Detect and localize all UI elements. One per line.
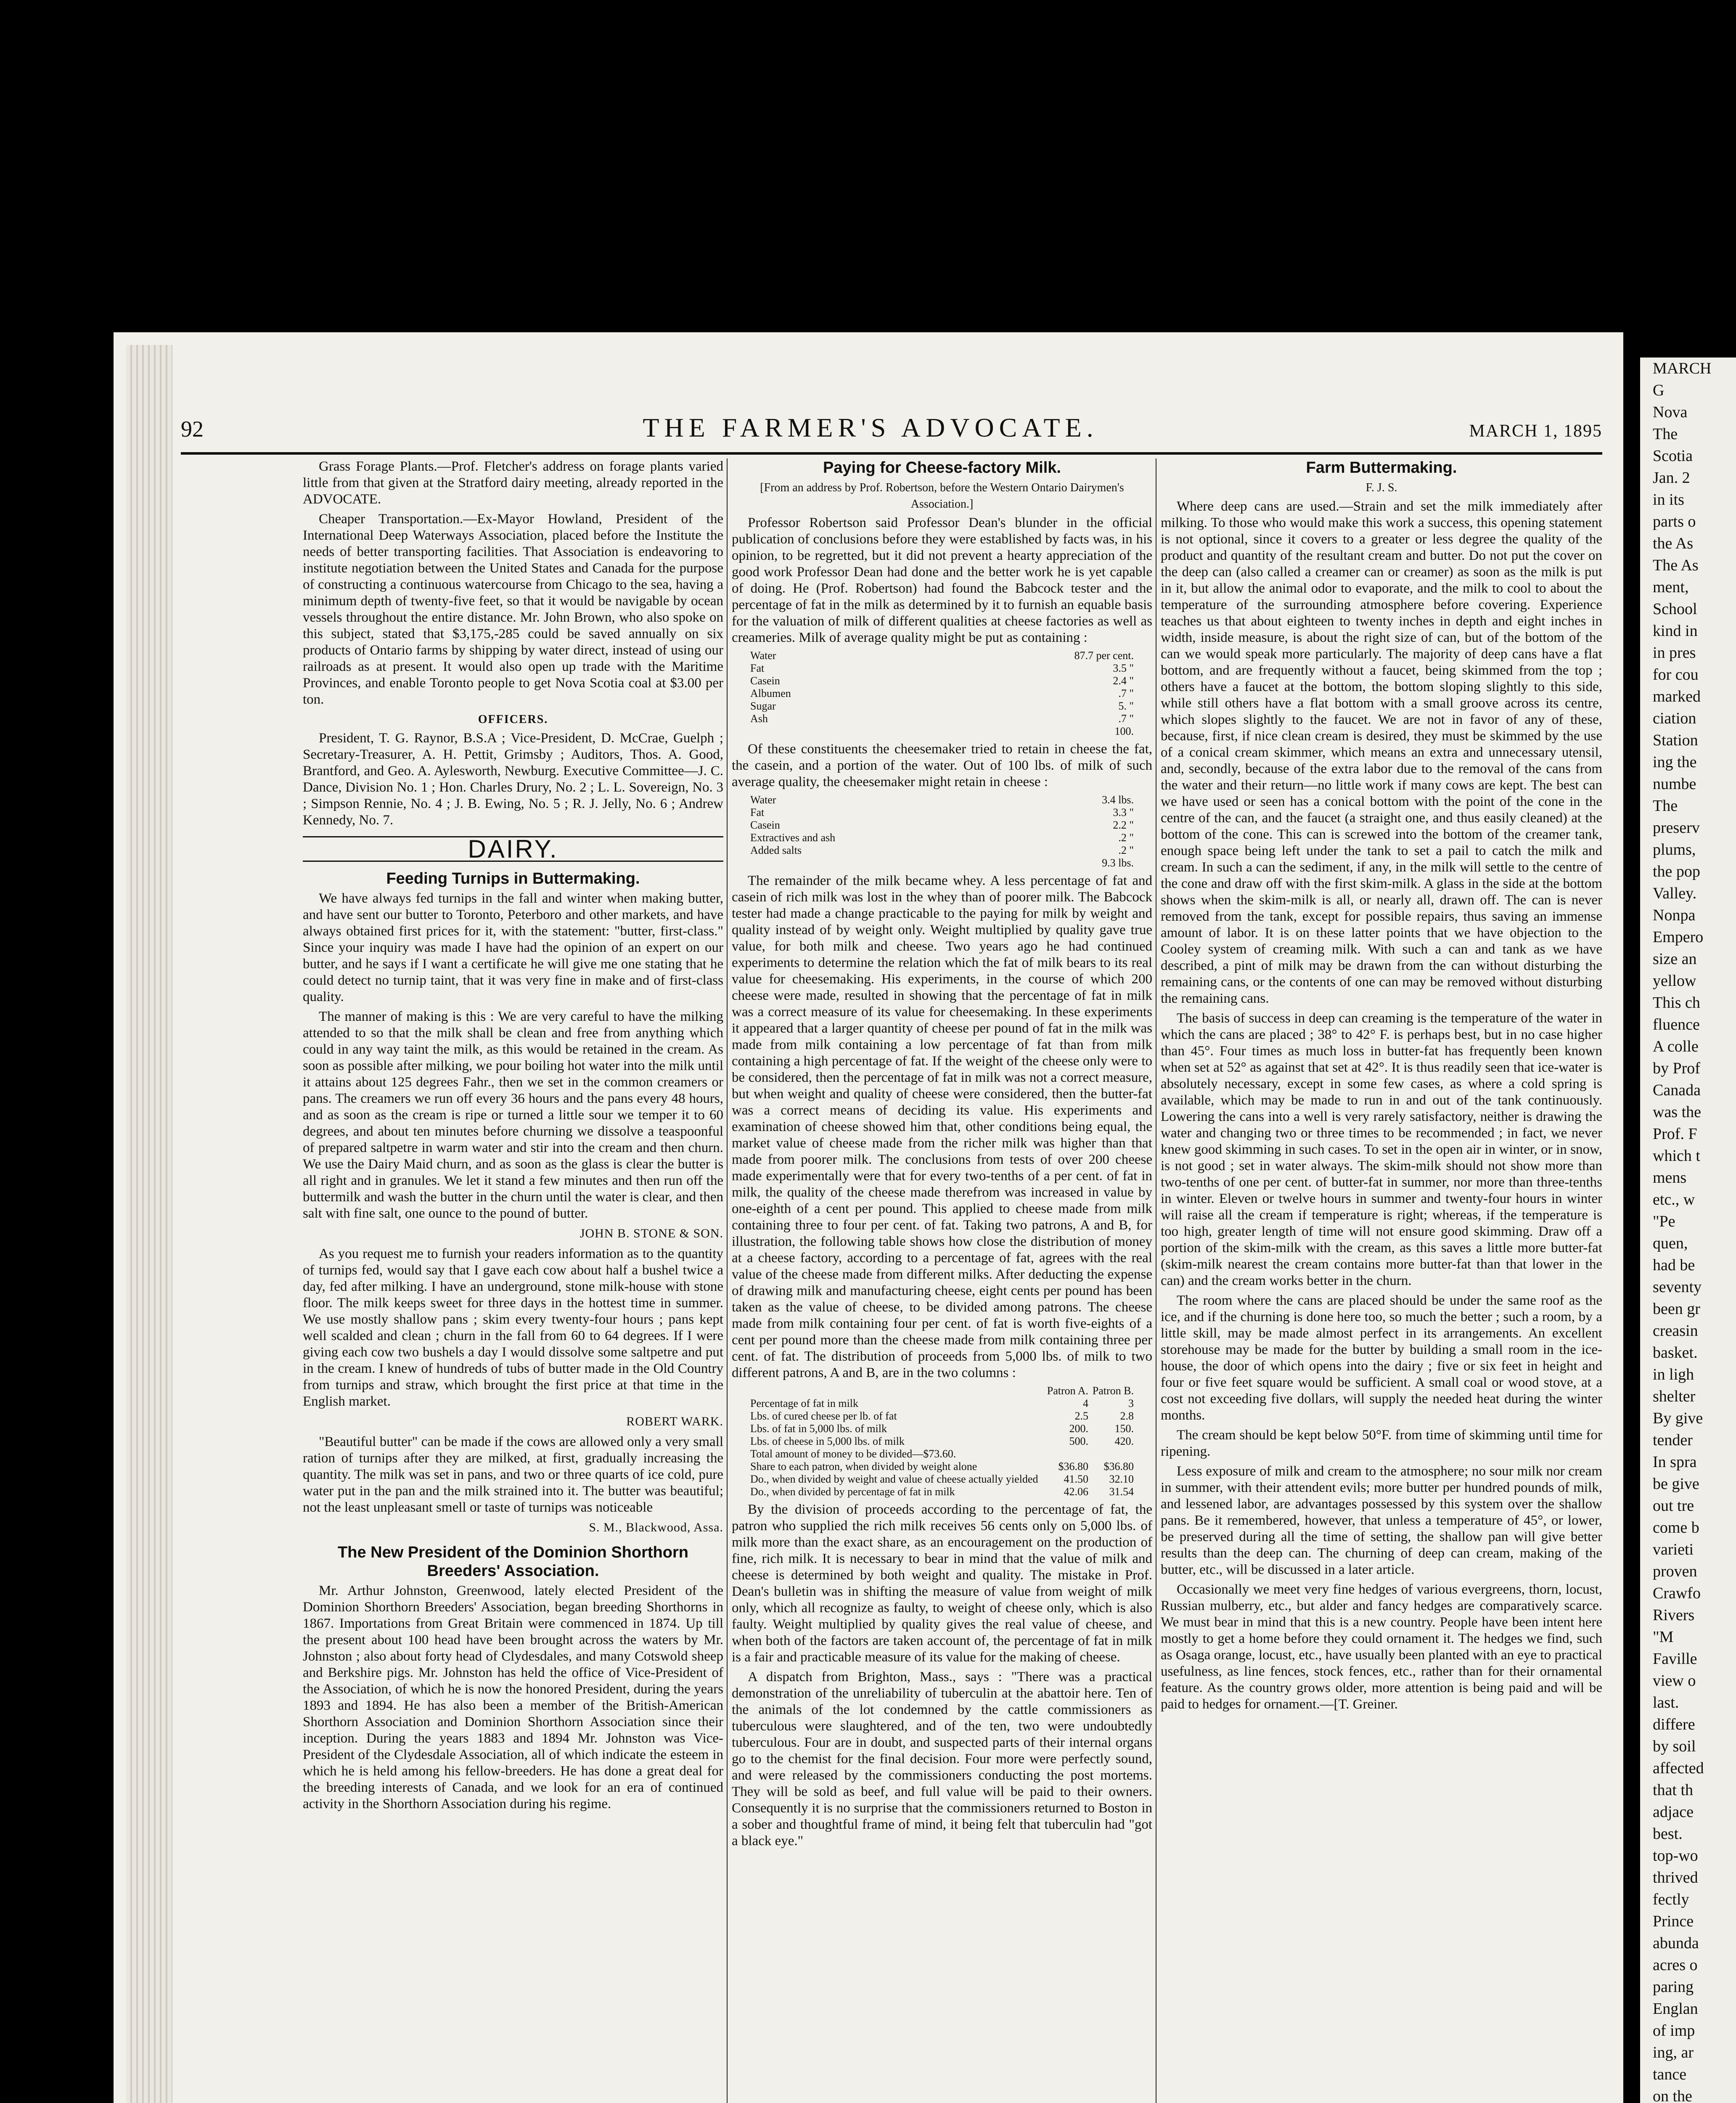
fragment-text: "M bbox=[1653, 1628, 1674, 1646]
table-cell: 2.5 bbox=[1074, 1410, 1088, 1422]
fragment-text: Jan. 2 bbox=[1653, 469, 1690, 487]
fragment-text: varieti bbox=[1653, 1541, 1694, 1558]
paragraph: The basis of success in deep can creaming is the temperature of the water in which the cans are placed ; 38° to 42° F. is perhaps best, but in no case higher than 45°. Four times as much loss in butter-fat has frequently been known when set at 52° as against that set at 42°. It is thus readily seen that ice-water is absolutely necessary, except in some few cases, as where a cold spring is available, which may be made to run in and out of the tank continuously. Lowering the cans into a well is very rarely satisfactory, neither is drawing the water and changing two or three times to be recommended ; in fact, we never knew good skimming in such cases. To set in the open air in winter, or in snow, is not good ; set in water always. The skim-milk should not show more than two-tenths of one per cent. of butter-fat in summer, nor more than three-tenths in winter. Eleven or twelve hours in summer and twenty-four hours in winter will raise all the cream if temperature is right; whereas, if the temperature is too high, greater length of time will not ensure good skimming. Draw off a portion of the skim-milk with the cream, as this saves a little more butter-fat (skim-milk nearest the cream contains more butter-fat than that lower in the can) and the cream works better in the churn. bbox=[1161, 1011, 1602, 1288]
fragment-text: tance bbox=[1653, 2066, 1687, 2083]
fragment-text: by soil bbox=[1653, 1737, 1696, 1755]
fragment-text: Nova bbox=[1653, 403, 1688, 421]
fragment-text: which t bbox=[1653, 1147, 1700, 1165]
table-cell: Do., when divided by weight and value of cheese actually yielded bbox=[750, 1473, 1038, 1485]
fragment-text: By give bbox=[1653, 1409, 1703, 1427]
fragment-text: Canada bbox=[1653, 1081, 1701, 1099]
paragraph: Less exposure of milk and cream to the atmosphere; no sour milk nor cream in summer, with their attendent evils; more butter per hundred pounds of milk, and lessened labor, are advantages possessed by this system over the shallow pans. Be it remembered, however, that unless a temperature of 45°, or lower, be preserved during all the time of setting, the shallow pan will give better results than the deep can. The churning of deep can cream, making of the butter, etc., will be discussed in a later article. bbox=[1161, 1464, 1602, 1577]
table-cell: 32.10 bbox=[1109, 1473, 1134, 1485]
fragment-text: "Pe bbox=[1653, 1213, 1675, 1230]
article-byline: F. J. S. bbox=[1366, 481, 1397, 494]
fragment-text: been gr bbox=[1653, 1300, 1700, 1318]
fragment-text: Faville bbox=[1653, 1650, 1697, 1668]
fragment-text: The As bbox=[1653, 556, 1699, 574]
table-cell bbox=[1045, 1448, 1090, 1460]
fragment-text: shelter bbox=[1653, 1388, 1696, 1405]
fragment-text: Prof. F bbox=[1653, 1125, 1697, 1143]
table-header: Patron B. bbox=[1092, 1385, 1134, 1397]
article-title-turnips: Feeding Turnips in Buttermaking. bbox=[386, 870, 640, 887]
paragraph: The remainder of the milk became whey. A less percentage of fat and casein of rich milk was lost in the whey than of poorer milk. The Babcock tester had made a change practicable to the paying for milk by weight and quality instead of by weight only. Weight multiplied by quality gave true value, for both milk and cheese. Two years ago he had continued experiments to determine the relation which the fat of milk bears to its real value for cheesemaking. His experiments, in the course of which 200 cheese were made, resulted in showing that the percentage of fat in milk was a correct measure of its value for cheesemaking. In these experiments it appeared that a larger quantity of cheese per pound of fat in the milk was made from milk containing a low percentage of fat than from milk containing a high percentage of fat. If the weight of the cheese only were to be considered, then the percentage of fat in milk was not a correct measure, but when weight and quality of cheese were considered, then the butter-fat was a correct means of deciding its value. His experiments and examination of cheese showed him that, other conditions being equal, the market value of cheese made from the richer milk was higher than that made from poorer milk. The conclusions from tests of over 200 cheese made experimentally were that for every two-tenths of a per cent. of fat in milk, the quality of the cheese made therefrom was increased in value by one-eighth of a cent per pound. This applied to cheese made from milk containing three to four per cent. of fat. Taking two patrons, A and B, for illustration, the following table shows how close the distribution of money at a cheese factory, according to a percentage of fat, agrees with the real value of the cheese made from different milks. After deducting the expense of drawing milk and manufacturing cheese, eight cents per pound has been taken as the value of cheese, to be divided among patrons. The cheese made from milk containing four per cent. of fat is worth five-eights of a cent per pound more than the cheese made from milk containing three per cent. of fat. The distribution of proceeds from 5,000 lbs. of milk to two different patrons, A and B, are in the two columns : bbox=[732, 873, 1152, 1380]
table-cell: Share to each patron, when divided by weight alone bbox=[750, 1460, 977, 1473]
paragraph: Where deep cans are used.—Strain and set the milk immediately after milking. To those who would make this work a success, this opening statement is not optional, since it covers to a greater or less degree the quality of the product and quantity of the resultant cream and butter. Do not put the cover on the deep can (also called a creamer can or creamer) as soon as the milk is put in it, but allow the animal odor to evaporate, and the milk to cool to about the temperature of the surrounding atmosphere before covering. Experience teaches us that about eighteen to twenty inches in depth and eight inches in width, inside measure, is about the right size of can, but of the bottom of the can we would speak more particularly. The majority of deep cans have a flat bottom, and are frequently without a faucet, being skimmed from the top ; others have a faucet at the bottom, the bottom sloping slightly to this side, while still others have a flat bottom with a small groove across its centre, which slopes slightly to the faucet. We are not in favor of any of these, because, first, if nice clean cream is desired, they must be skimmed by the use of a conical cream skimmer, which means an extra and unnecessary utensil, and, secondly, because of the extra labor due to the removal of the cans from the water and their return—no little work if many cows are kept. The best can we have used or seen has a conical bottom with the point of the cone in the centre of the can, and the faucet (a straight one, and thus easily cleaned) at the bottom of the cone. This can is screwed into the bottom of the creamer tank, enough space being left under the tank to set a pail to catch the milk and cream. In such a can the sediment, if any, in the milk will settle to the centre of the cone and draw off with the first skim-milk. A glass in the side at the bottom shows when the skim-milk is all, or nearly all, drawn off. The can is never removed from the tank, except for possible repairs, thus saving an immense amount of labor. It is on these latter points that we have objection to the Cooley system of creaming milk. With such a can and tank as we have described, a pint of milk may be drawn from the can without disturbing the remaining cans, or the contents of one can may be removed without disturbing the remaining cans. bbox=[1161, 499, 1602, 1006]
fragment-text: differe bbox=[1653, 1716, 1695, 1733]
fragment-text: basket. bbox=[1653, 1344, 1698, 1361]
table-row bbox=[749, 819, 1135, 832]
table-row bbox=[749, 712, 1135, 725]
table-cell: Fat bbox=[750, 662, 765, 674]
table-row bbox=[749, 1397, 1135, 1410]
table-cell: Casein bbox=[750, 675, 780, 687]
table-cell: 2.8 bbox=[1120, 1410, 1134, 1422]
table-cell: 3 bbox=[1128, 1397, 1134, 1409]
table-cell: Albumen bbox=[750, 687, 791, 699]
fragment-text: abunda bbox=[1653, 1934, 1699, 1952]
table-row bbox=[749, 687, 1135, 700]
fragment-text: kind in bbox=[1653, 622, 1698, 640]
paragraph: The manner of making is this : We are very careful to have the milking attended to so that the milk shall be clean and free from anything which could in any way taint the milk, as this would be retained in the cream. As soon as possible after milking, we pour boiling hot water into the milk until it attains about 125 degrees Fahr., then we set in the common creamers or pans. The creamers we run off every 36 hours and the pans every 48 hours, and as soon as the cream is ripe or turned a little sour we temper it to 60 degrees, and about ten minutes before churning we dissolve a teaspoonful of prepared saltpetre in warm water and stir into the cream and then churn. We use the Dairy Maid churn, and as soon as the glass is clear the butter is all right and in granules. We let it stand a few minutes and then run off the buttermilk and wash the butter in the churn until the water is clear, and then salt with fine salt, one ounce to the pound of butter. bbox=[303, 1009, 723, 1221]
table-header: Patron A. bbox=[1047, 1385, 1088, 1397]
fragment-text: mens bbox=[1653, 1169, 1687, 1187]
table-row bbox=[749, 1410, 1135, 1422]
table-cell: 41.50 bbox=[1064, 1473, 1088, 1485]
fragment-text: tender bbox=[1653, 1431, 1693, 1449]
fragment-text: best. bbox=[1653, 1825, 1683, 1843]
signature: ROBERT WARK. bbox=[626, 1414, 723, 1428]
fragment-text: Prince bbox=[1653, 1912, 1694, 1930]
table-cell: Sugar bbox=[750, 700, 776, 712]
paragraph: By the division of proceeds according to the percentage of fat, the patron who supplied the rich milk receives 56 cents only on 5,000 lbs. of milk more than the exact share, as an encouragement on the production of fine, rich milk. It is necessary to bear in mind that the value of milk and cheese is determined by both weight and quality. The mistake in Prof. Dean's bulletin was in shifting the measure of value from weight of milk only, which all recognize as faulty, to weight of cheese only, which is also faulty. Weight multiplied by quality gives the real value of cheese, and when both of the factors are taken account of, the percentage of fat in milk is a fair and practicable measure of its value for the making of cheese. bbox=[732, 1502, 1152, 1665]
table-row bbox=[749, 857, 1135, 869]
table-cell: 500. bbox=[1069, 1435, 1088, 1447]
article-title-buttermaking: Farm Buttermaking. bbox=[1306, 459, 1457, 477]
table-row bbox=[749, 794, 1135, 806]
fragment-text: out tre bbox=[1653, 1497, 1694, 1515]
adjacent-page-fragment bbox=[1640, 358, 1736, 2103]
table-row bbox=[749, 832, 1135, 844]
fragment-text: preserv bbox=[1653, 819, 1700, 837]
table-row bbox=[749, 844, 1135, 857]
table-cell: Ash bbox=[750, 712, 768, 725]
fragment-text: be give bbox=[1653, 1475, 1699, 1493]
fragment-text: adjace bbox=[1653, 1803, 1694, 1821]
table-cell: 4 bbox=[1082, 1397, 1088, 1409]
fragment-text: of imp bbox=[1653, 2022, 1695, 2039]
table-cell: Percentage of fat in milk bbox=[750, 1397, 859, 1409]
fragment-text: affected bbox=[1653, 1759, 1704, 1777]
fragment-text: parts o bbox=[1653, 513, 1696, 530]
table-cell: .2 " bbox=[1118, 832, 1134, 844]
article-source: [From an address by Prof. Robertson, before the Western Ontario Dairymen's Association.] bbox=[760, 481, 1124, 511]
table-cell: Casein bbox=[750, 819, 780, 831]
table-header bbox=[749, 1385, 1045, 1397]
table-cell: 87.7 per cent. bbox=[1074, 649, 1134, 662]
table-cell: .2 " bbox=[1118, 844, 1134, 856]
table-cell bbox=[749, 725, 908, 738]
bound-page-edges bbox=[126, 345, 172, 2103]
table-cell: Lbs. of fat in 5,000 lbs. of milk bbox=[750, 1422, 887, 1435]
table-row bbox=[749, 806, 1135, 819]
table-cell: Added salts bbox=[750, 844, 802, 856]
table-cell: $36.80 bbox=[1058, 1460, 1088, 1473]
paragraph: Occasionally we meet very fine hedges of various evergreens, thorn, locust, Russian mulberry, etc., but alder and fancy hedges are comparatively scarce. We must bear in mind that this is a new country. People have been intent here mostly to get a home before they could ornament it. The hedges we find, such as Osaga orange, locust, etc., have usually been planted with an eye to practical usefulness, as line fences, stock fences, etc., rather than for their ornamental feature. As the country grows older, more attention is being paid and will be paid to hedges for ornament.—[T. Greiner. bbox=[1161, 1582, 1602, 1712]
column-middle bbox=[732, 458, 1152, 2103]
table-cell: Water bbox=[750, 649, 776, 662]
paragraph: The room where the cans are placed should be under the same roof as the ice, and if the churning is done here too, so much the better ; such a room, by a little skill, may be made almost perfect in its arrangements. An excellent storehouse may be made for the butter by building a small room in the ice-house, the door of which opens into the dairy ; five or six feet in height and four or five feet square would be sufficient. A small coal or wood stove, at a cost not exceeding five dollars, will supply the needed heat during the winter months. bbox=[1161, 1293, 1602, 1423]
fragment-text: fluence bbox=[1653, 1016, 1700, 1033]
fragment-text: Valley. bbox=[1653, 885, 1697, 902]
section-heading-dairy: DAIRY. bbox=[303, 836, 723, 862]
fragment-text: come b bbox=[1653, 1519, 1699, 1536]
fragment-text: top-wo bbox=[1653, 1847, 1698, 1865]
fragment-text: last. bbox=[1653, 1694, 1679, 1711]
fragment-text: view o bbox=[1653, 1672, 1696, 1690]
column-right bbox=[1161, 458, 1602, 2103]
fragment-text: yellow bbox=[1653, 972, 1696, 990]
fragment-text: In spra bbox=[1653, 1453, 1697, 1471]
table-row bbox=[749, 725, 1135, 738]
fragment-text: A colle bbox=[1653, 1038, 1699, 1055]
fragment-text: proven bbox=[1653, 1563, 1697, 1580]
fragment-text: Crawfo bbox=[1653, 1584, 1701, 1602]
table-row bbox=[749, 1448, 1135, 1460]
masthead-title: THE FARMER'S ADVOCATE. bbox=[643, 413, 1098, 442]
fragment-text: The bbox=[1653, 425, 1678, 443]
fragment-text: G bbox=[1653, 381, 1665, 399]
table-cell: 42.06 bbox=[1064, 1486, 1088, 1498]
fragment-text: the As bbox=[1653, 535, 1694, 552]
table-cell bbox=[749, 857, 1025, 869]
fragment-text: marked bbox=[1653, 688, 1701, 705]
table-row bbox=[749, 675, 1135, 687]
table-row bbox=[749, 1435, 1135, 1448]
fragment-text: ing the bbox=[1653, 753, 1697, 771]
fragment-text: had be bbox=[1653, 1256, 1695, 1274]
fragment-text: Station bbox=[1653, 731, 1698, 749]
table-cell: 200. bbox=[1069, 1422, 1088, 1435]
table-cell: Water bbox=[750, 794, 776, 806]
table-row bbox=[749, 700, 1135, 712]
fragment-text: was the bbox=[1653, 1103, 1702, 1121]
paragraph-transportation: Cheaper Transportation.—Ex-Mayor Howland, President of the International Deep Waterways Association, placed before the Institute the needs of better transporting facilities. That Association is endeavoring to institute negotiation between the United States and Canada for the purpose of constructing a continuous watercourse from Chicago to the sea, having a minimum depth of twenty-five feet, so that it would be navigable by ocean vessels throughout the entire distance. Mr. John Brown, who also spoke on this subject, stated that $3,175,-285 could be saved annually on six products of Ontario farms by shipping by water direct, instead of using our railroads as at present. It would also open up trade with the Maritime Provinces, and enable Toronto people to get Nova Scotia coal at $3.00 per ton. bbox=[303, 511, 723, 707]
paragraph-grass-forage: Grass Forage Plants.—Prof. Fletcher's address on forage plants varied little from that given at the Stratford dairy meeting, already reported in the ADVOCATE. bbox=[303, 459, 723, 507]
fragment-text: ing, ar bbox=[1653, 2044, 1694, 2061]
paragraph: As you request me to furnish your readers information as to the quantity of turnips fed, would say that I gave each cow about half a bushel twice a day, fed after milking. I have an underground, stone milk-house with stone floor. The milk keeps sweet for three days in the hottest time in summer. We use mostly shallow pans ; skim every twenty-four hours ; pans kept well scalded and clean ; churn in the fall from 60 to 64 degrees. If I were giving each cow two bushels a day I would dissolve some saltpetre and put in the cream. I knew of hundreds of tubs of butter made in the Old Country from turnips and straw, which brought the first price at that time in the English market. bbox=[303, 1246, 723, 1409]
article-title-shorthorn: The New President of the Dominion Shorthorn Breeders' Association. bbox=[338, 1544, 688, 1580]
fragment-text: seventy bbox=[1653, 1278, 1702, 1296]
column-divider bbox=[727, 458, 728, 2103]
fragment-text: size an bbox=[1653, 950, 1697, 968]
fragment-text: Empero bbox=[1653, 928, 1704, 946]
fragment-text: Nonpa bbox=[1653, 906, 1696, 924]
table-cell bbox=[1090, 1448, 1135, 1460]
officers-list: President, T. G. Raynor, B.S.A ; Vice-President, D. McCrae, Guelph ; Secretary-Treasurer, A. H. Pettit, Grimsby ; Auditors, Thos. A. Good, Brantford, and Geo. A. Aylesworth, Newburg. Executive Committee—J. C. Dance, Division No. 1 ; Hon. Charles Drury, No. 2 ; L. L. Sovereign, No. 3 ; Simpson Rennie, No. 4 ; J. B. Ewing, No. 5 ; R. J. Jelly, No. 6 ; Andrew Kennedy, No. 7. bbox=[303, 731, 723, 828]
fragment-text: in its bbox=[1653, 491, 1684, 509]
paragraph: Professor Robertson said Professor Dean's blunder in the official publication of conclusions before they were established by facts was, in his opinion, to be regretted, but it did not prevent a hearty appreciation of the good work Professor Dean had done and the better work he is yet capable of doing. He (Prof. Robertson) had found the Babcock tester and the percentage of fat in the milk as determined by it to furnish an equable basis for the valuation of milk of different qualities at cheese factories as well as creameries. Milk of average quality might be put as containing : bbox=[732, 515, 1152, 645]
table-cell: 2.2 " bbox=[1113, 819, 1134, 831]
table-cell: 5. " bbox=[1118, 700, 1134, 712]
table-cell: Lbs. of cheese in 5,000 lbs. of milk bbox=[750, 1435, 905, 1447]
table-row bbox=[749, 1486, 1135, 1498]
table-cell: 420. bbox=[1114, 1435, 1134, 1447]
fragment-text: This ch bbox=[1653, 994, 1700, 1012]
table-cell: 2.4 " bbox=[1113, 675, 1134, 687]
fragment-text: that th bbox=[1653, 1781, 1694, 1799]
page-number: 92 bbox=[181, 416, 204, 442]
paragraph: We have always fed turnips in the fall and winter when making butter, and have sent our butter to Toronto, Peterboro and other markets, and have always obtained first prices for it, with the statement: "butter, first-class." Since your inquiry was made I have had the opinion of an expert on our butter, and he says if I want a certificate he will give me one stating that he could detect no turnip taint, that it was very fine in make and of first-class quality. bbox=[303, 891, 723, 1004]
paragraph: Mr. Arthur Johnston, Greenwood, lately elected President of the Dominion Shorthorn Breeders' Association, began breeding Shorthorns in 1867. Importations from Great Britain were commenced in 1874. Up till the present about 100 head have been brought across the waters by Mr. Johnston ; also about forty head of Clydesdales, and many Cotswold sheep and Berkshire pigs. Mr. Johnston has held the office of Vice-President of the Association, of which he is now the honored President, during the years 1893 and 1894. He has also been a member of the British-American Shorthorn Association and Dominion Shorthorn Association since their inception. During the years 1883 and 1894 Mr. Johnston was Vice-President of the Clydesdale Association, all of which indicate the esteem in which he is held among his fellow-breeders. He has done a great deal for the breeding interests of Canada, and we look for an era of continued activity in the Shorthorn Association during his regime. bbox=[303, 1583, 723, 1812]
table-cell: 3.4 lbs. bbox=[1102, 794, 1134, 806]
table-row bbox=[749, 662, 1135, 675]
fragment-text: Rivers bbox=[1653, 1606, 1695, 1624]
table-row bbox=[749, 1422, 1135, 1435]
fragment-text: for cou bbox=[1653, 666, 1699, 683]
fragment-text: acres o bbox=[1653, 1956, 1698, 1974]
milk-composition-table bbox=[749, 649, 1135, 738]
fragment-text: ment, bbox=[1653, 578, 1689, 596]
fragment-text: thrived bbox=[1653, 1869, 1698, 1886]
fragment-text: plums, bbox=[1653, 841, 1696, 858]
fragment-text: paring bbox=[1653, 1978, 1694, 1996]
paragraph: The cream should be kept below 50°F. from time of skimming until time for ripening. bbox=[1161, 1428, 1602, 1459]
column-left bbox=[303, 458, 723, 2103]
table-cell: Lbs. of cured cheese per lb. of fat bbox=[750, 1410, 897, 1422]
table-cell: 3.5 " bbox=[1113, 662, 1134, 674]
fragment-text: on the bbox=[1653, 2087, 1692, 2103]
fragment-text: the pop bbox=[1653, 863, 1700, 880]
table-cell: Do., when divided by percentage of fat in milk bbox=[750, 1486, 955, 1498]
fragment-text: MARCH bbox=[1653, 360, 1712, 377]
header-rule bbox=[181, 452, 1602, 455]
paragraph: Of these constituents the cheesemaker tried to retain in cheese the fat, the casein, and a portion of the water. Out of 100 lbs. of milk of such average quality, the cheesemaker might retain in cheese : bbox=[732, 742, 1152, 789]
fragment-text: fectly bbox=[1653, 1891, 1689, 1908]
fragment-text: etc., w bbox=[1653, 1191, 1695, 1208]
signature: JOHN B. STONE & SON. bbox=[580, 1226, 723, 1240]
fragment-text: in ligh bbox=[1653, 1366, 1694, 1383]
fragment-text: creasin bbox=[1653, 1322, 1698, 1340]
fragment-text: quen, bbox=[1653, 1234, 1688, 1252]
table-row bbox=[749, 649, 1135, 662]
table-cell: $36.80 bbox=[1104, 1460, 1134, 1473]
table-cell: Extractives and ash bbox=[750, 832, 836, 844]
table-row bbox=[749, 1473, 1135, 1486]
paragraph: "Beautiful butter" can be made if the cows are allowed only a very small ration of turnips after they are milked, at first, gradually increasing the quantity. The milk was set in pans, and two or three quarts of ice cold, pure water put in the pan and the milk strained into it. The butter was beautiful; not the least unpleasant smell or taste of turnips was noticeable bbox=[303, 1434, 723, 1515]
fragment-text: Englan bbox=[1653, 2000, 1698, 2018]
issue-date: MARCH 1, 1895 bbox=[1469, 421, 1602, 441]
table-cell: Fat bbox=[750, 806, 765, 818]
fragment-text: by Prof bbox=[1653, 1059, 1700, 1077]
fragment-text: School bbox=[1653, 600, 1697, 618]
fragment-text: in pres bbox=[1653, 644, 1696, 662]
fragment-text: numbe bbox=[1653, 775, 1696, 793]
fragment-text: The bbox=[1653, 797, 1678, 815]
table-cell: .7 " bbox=[1118, 712, 1134, 725]
table-cell: 100. bbox=[1114, 725, 1134, 737]
fragment-text: ciation bbox=[1653, 710, 1696, 727]
table-cell: .7 " bbox=[1118, 687, 1134, 699]
page-header bbox=[181, 412, 1602, 450]
paragraph: A dispatch from Brighton, Mass., says : "There was a practical demonstration of the unreliability of tuberculin at the abattoir here. Ten of the animals of the lot condemned by the cattle commissioners as tuberculous were slaughtered, and of the ten, two were undoubtedly tuberculous. Four are in doubt, and suspected parts of their internal organs go to the chemist for the final decision. Four more were perfectly sound, and were released by the commissioners conducting the post mortems. They will be sold as beef, and full value will be paid to their owners. Consequently it is no surprise that the commissioners returned to Boston in a sober and thoughtful frame of mind, it being felt that tuberculin had "got a black eye." bbox=[732, 1669, 1152, 1849]
table-cell: 31.54 bbox=[1109, 1486, 1134, 1498]
table-cell: 150. bbox=[1114, 1422, 1134, 1435]
cheese-retention-table bbox=[749, 794, 1135, 869]
fragment-text: Scotia bbox=[1653, 447, 1693, 465]
article-title-cheese: Paying for Cheese-factory Milk. bbox=[823, 459, 1061, 477]
table-cell: 3.3 " bbox=[1113, 806, 1134, 818]
table-cell: 9.3 lbs. bbox=[1102, 857, 1134, 869]
table-cell: Total amount of money to be divided—$73.60. bbox=[750, 1448, 956, 1460]
officers-heading: OFFICERS. bbox=[478, 713, 548, 726]
table-row bbox=[749, 1460, 1135, 1473]
patron-comparison-table bbox=[749, 1385, 1135, 1498]
signature: S. M., Blackwood, Assa. bbox=[589, 1520, 723, 1534]
